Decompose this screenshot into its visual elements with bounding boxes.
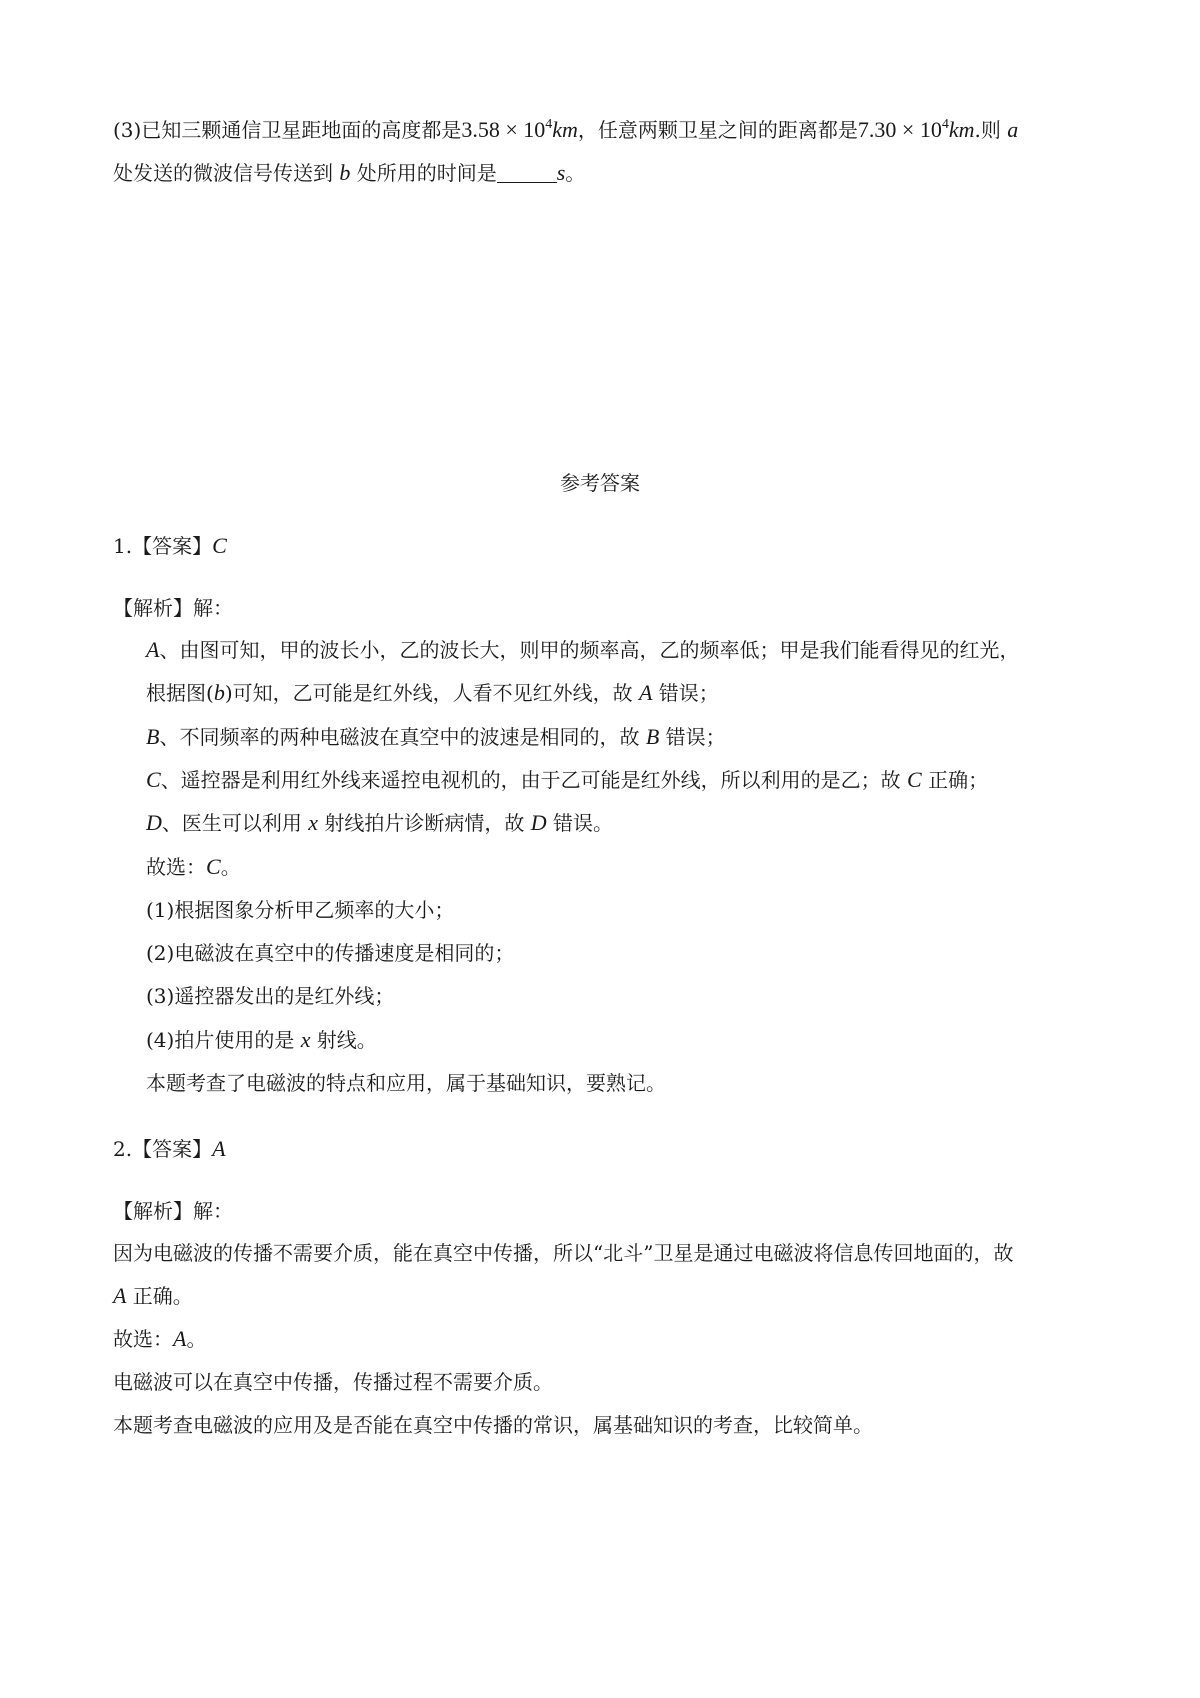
math-variable: A (638, 680, 653, 705)
answer2-line2 (113, 1281, 193, 1311)
math-variable: D (146, 810, 162, 835)
answer2-line4: 电磁波可以在真空中传播，传播过程不需要介质。 (113, 1370, 553, 1394)
answer1-analysis-line (146, 852, 241, 882)
answer1-heading (113, 531, 227, 561)
answer1-analysis-line (146, 635, 1019, 665)
answer1-analysis-line (146, 895, 454, 925)
answer2-label: 2.【答案】 (113, 1137, 213, 1161)
analysis-text: 故选： (146, 855, 206, 879)
math-variable: C (146, 767, 161, 792)
math-variable: A (146, 637, 160, 662)
analysis-text: 错误。 (546, 811, 613, 835)
height-value: $3.58 \times 10^4km$ (461, 117, 578, 142)
answer1-analysis-label: 【解析】解： (113, 596, 233, 620)
answer2-line3 (113, 1324, 206, 1354)
math-variable: B (146, 724, 160, 749)
math-variable: x (308, 810, 319, 835)
answer1-analysis-line (146, 722, 726, 752)
analysis-text: 正确； (921, 768, 989, 792)
analysis-text: (3)遥控器发出的是红外线； (146, 984, 395, 1008)
question3-mid: ，任意两颗卫星之间的距离都是 (577, 118, 858, 142)
distance-value: $7.30 \times 10^4km$ (857, 117, 975, 142)
answer1-analysis-line (146, 1025, 377, 1055)
analysis-text: 、不同频率的两种电磁波在真空中的波速是相同的，故 (159, 725, 646, 749)
question3-line2-mid: 处所用的时间是 (350, 161, 497, 185)
answer1-letter: C (212, 533, 227, 558)
answer1-analysis-line (146, 765, 988, 795)
answer1-analysis-line (146, 678, 719, 708)
analysis-text: (4)拍片使用的是 (146, 1028, 301, 1052)
analysis-text: 、由图可知，甲的波长小，乙的波长大，则甲的频率高，乙的频率低；甲是我们能看得见的红光， (159, 638, 1020, 662)
math-variable: x (300, 1027, 311, 1052)
answer2-line3-var: A (173, 1326, 187, 1351)
var-a: a (1007, 117, 1019, 142)
analysis-text: 错误； (659, 725, 726, 749)
analysis-text: 、医生可以利用 (161, 811, 309, 835)
answer2-heading (113, 1134, 226, 1164)
math-variable: B (645, 724, 660, 749)
question3-prefix: (3)已知三颗通信卫星距地面的高度都是 (113, 118, 462, 142)
answer1-analysis-line (146, 808, 613, 838)
math-variable: C (907, 767, 922, 792)
analysis-text: 错误； (652, 681, 719, 705)
question3-line1 (113, 115, 1018, 145)
answer2-line2-var: A (113, 1283, 127, 1308)
answers-title: 参考答案 (560, 471, 640, 495)
math-variable: D (530, 810, 547, 835)
question3-tail: .则 (974, 118, 1008, 142)
analysis-text: 射线。 (310, 1028, 377, 1052)
math-variable: C (206, 854, 221, 879)
analysis-text: 根据图( (146, 681, 214, 705)
analysis-text: 。 (220, 855, 241, 879)
analysis-text: 、遥控器是利用红外线来遥控电视机的，由于乙可能是红外线，所以利用的是乙；故 (160, 768, 908, 792)
answer2-line3-pre: 故选： (113, 1327, 173, 1351)
answer1-analysis-line (146, 1068, 666, 1098)
answer2-line1: 因为电磁波的传播不需要介质，能在真空中传播，所以“北斗”卫星是通过电磁波将信息传回地面的，故 (113, 1241, 1014, 1265)
answer1-analysis-line (146, 981, 394, 1011)
analysis-text: (1)根据图象分析甲乙频率的大小； (146, 898, 455, 922)
answer-blank (497, 162, 557, 183)
analysis-text: )可知，乙可能是红外线，人看不见红外线，故 (224, 681, 639, 705)
answer1-analysis-line (146, 938, 514, 968)
answer2-line5: 本题考查电磁波的应用及是否能在真空中传播的常识，属基础知识的考查，比较简单。 (113, 1413, 873, 1437)
question3-line2 (113, 158, 585, 188)
analysis-text: 本题考查了电磁波的特点和应用，属于基础知识，要熟记。 (146, 1071, 666, 1095)
answer2-analysis-label: 【解析】解： (113, 1199, 233, 1223)
answer2-line2-text: 正确。 (126, 1284, 193, 1308)
unit-s: s (556, 160, 566, 185)
var-b: b (339, 160, 351, 185)
answer2-line3-end: 。 (186, 1327, 207, 1351)
answer1-label: 1.【答案】 (113, 534, 213, 558)
answer2-letter: A (212, 1136, 226, 1161)
analysis-text: (2)电磁波在真空中的传播速度是相同的； (146, 941, 515, 965)
question3-line2-prefix: 处发送的微波信号传送到 (113, 161, 340, 185)
analysis-text: 射线拍片诊断病情，故 (318, 811, 531, 835)
math-variable: b (213, 680, 225, 705)
question3-line2-end: 。 (565, 161, 586, 185)
